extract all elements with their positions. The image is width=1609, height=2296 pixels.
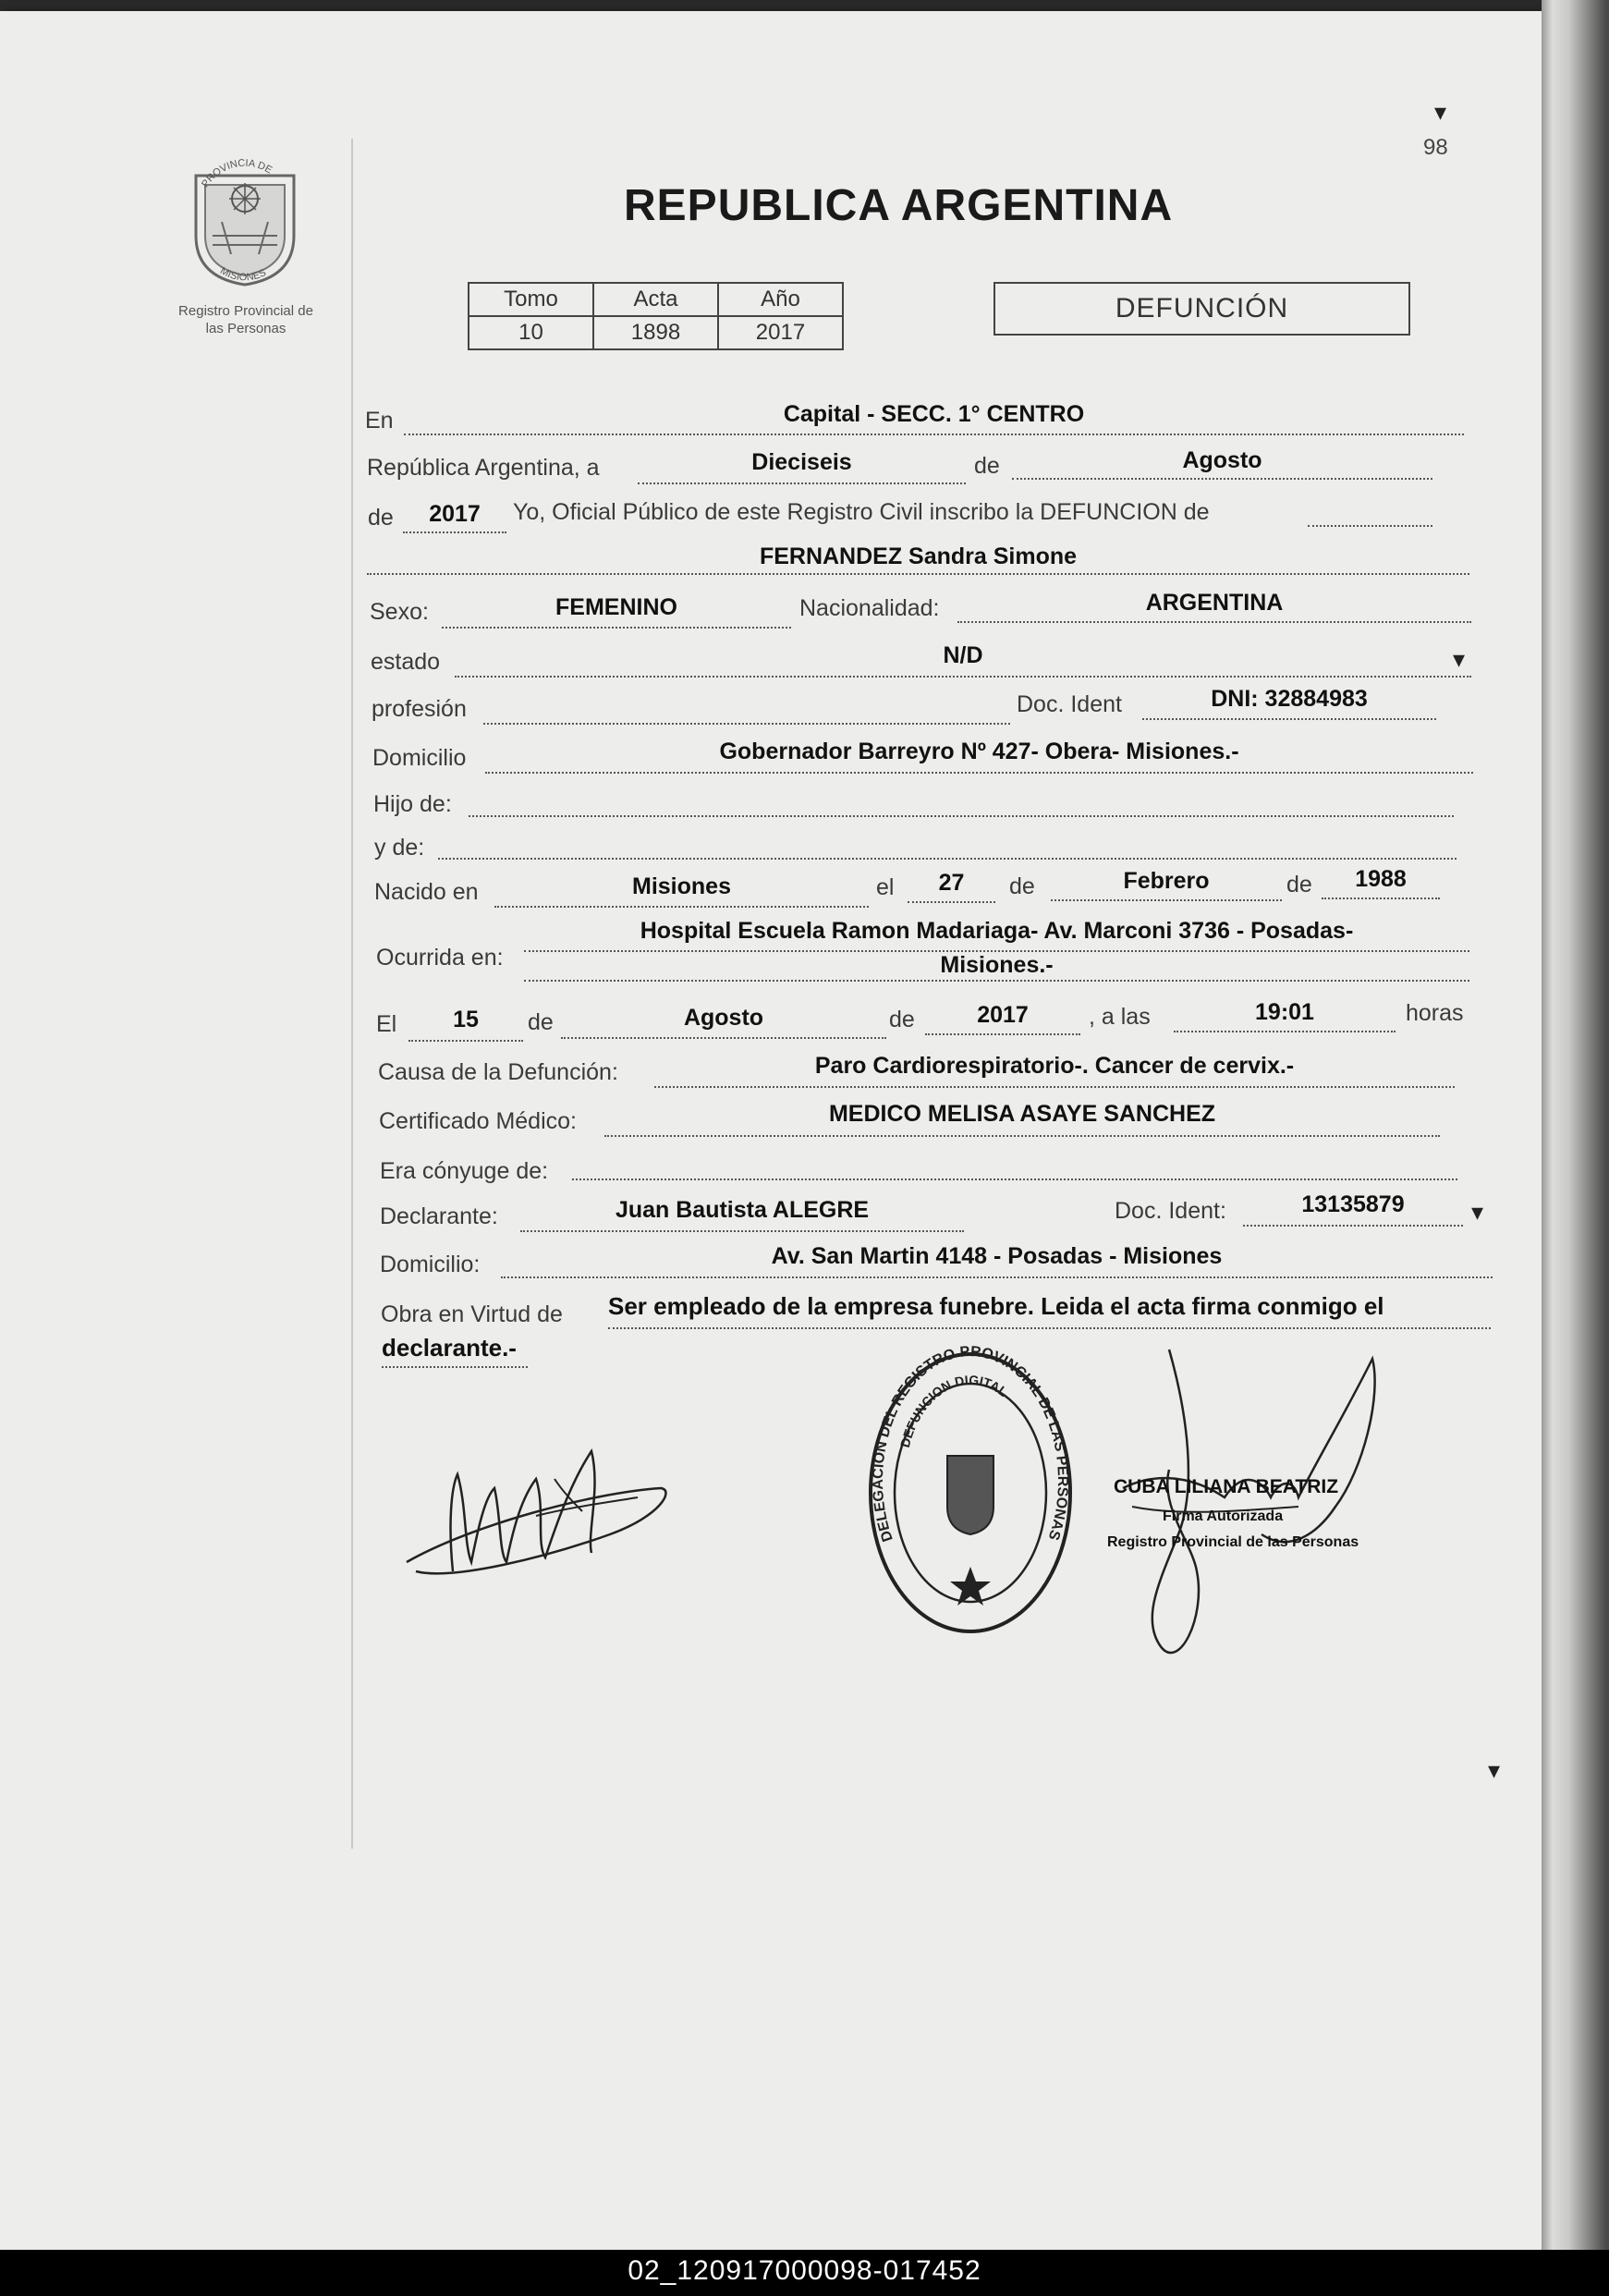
civil-status-value: N/D: [943, 642, 983, 668]
dotted-line: [1051, 899, 1282, 901]
label-de: de: [889, 1007, 915, 1032]
page-number: 98: [1423, 135, 1448, 160]
dotted-line: [524, 980, 1469, 982]
svg-text:DELEGACION DEL REGISTRO PROVIN: DELEGACION DEL REGISTRO PROVINCIAL DE LAS PERSONAS: [870, 1345, 1071, 1544]
label-de-year: de: [368, 505, 394, 531]
acta-header: Acta: [593, 283, 718, 316]
dotted-line: [908, 901, 995, 903]
dotted-line: [382, 1366, 528, 1368]
birth-year-value: 1988: [1355, 866, 1407, 892]
dotted-line: [561, 1037, 886, 1039]
margin-line: [351, 139, 353, 1849]
dotted-line: [572, 1179, 1457, 1180]
place-value: Capital - SECC. 1° CENTRO: [783, 401, 1085, 427]
label-declarante: Declarante:: [380, 1203, 498, 1229]
label-en: En: [365, 408, 394, 434]
label-causa: Causa de la Defunción:: [378, 1059, 618, 1085]
reason-line2: declarante.-: [382, 1334, 517, 1362]
label-a-las: , a las: [1089, 1004, 1151, 1030]
label-conyuge: Era cónyuge de:: [380, 1158, 549, 1184]
label-inscribo: Yo, Oficial Público de este Registro Civil inscribo la DEFUNCION de: [513, 499, 1210, 525]
acta-value: 1898: [593, 316, 718, 349]
month-value: Agosto: [1182, 447, 1262, 473]
deceased-name-value: FERNANDEZ Sandra Simone: [759, 543, 1078, 569]
svg-text:MISIONES: MISIONES: [218, 265, 268, 284]
address-value: Gobernador Barreyro Nº 427- Obera- Misiones.-: [719, 739, 1239, 764]
label-doc-ident: Doc. Ident:: [1115, 1198, 1226, 1224]
dotted-line: [483, 723, 1010, 725]
label-sexo: Sexo:: [370, 599, 429, 625]
year-value: 2017: [429, 501, 481, 527]
label-el: El: [376, 1011, 397, 1037]
svg-text:DEFUNCION DIGITAL: DEFUNCION DIGITAL: [896, 1372, 1011, 1449]
dotted-line: [520, 1230, 964, 1232]
corner-tick-mark: ▾: [1434, 98, 1447, 126]
label-estado: estado: [371, 649, 441, 675]
reason-line1: Ser empleado de la empresa funebre. Leida el acta firma conmigo el: [608, 1292, 1384, 1320]
medical-certificate-value: MEDICO MELISA ASAYE SANCHEZ: [828, 1101, 1216, 1127]
place-of-death-line1: Hospital Escuela Ramon Madariaga- Av. Marconi 3736 - Posadas-: [640, 918, 1354, 944]
dotted-line: [501, 1276, 1493, 1278]
day-words-value: Dieciseis: [751, 449, 852, 475]
dotted-line: [367, 573, 1469, 575]
nationality-value: ARGENTINA: [1145, 590, 1284, 616]
dotted-line: [925, 1033, 1080, 1035]
tomo-header: Tomo: [469, 283, 593, 316]
tick-mark: ▾: [1488, 1756, 1501, 1784]
document-value: DNI: 32884983: [1211, 686, 1368, 712]
label-horas: horas: [1406, 1000, 1464, 1026]
dotted-line: [1243, 1225, 1463, 1227]
dotted-line: [1142, 718, 1436, 720]
birth-day-value: 27: [938, 870, 965, 896]
label-certificado: Certificado Médico:: [379, 1108, 577, 1134]
tick-mark: ▾: [1471, 1198, 1484, 1226]
dotted-line: [494, 906, 869, 908]
logo-caption: [139, 302, 353, 337]
svg-text:PROVINCIA DE: PROVINCIA DE: [200, 157, 274, 190]
dotted-line: [442, 627, 791, 629]
dotted-line: [654, 1086, 1455, 1088]
dotted-line: [455, 676, 1471, 678]
dotted-line: [1012, 478, 1432, 480]
tomo-value: 10: [469, 316, 593, 349]
declarant-address-value: Av. San Martin 4148 - Posadas - Misiones: [771, 1243, 1223, 1269]
dotted-line: [1308, 525, 1432, 527]
sex-value: FEMENINO: [555, 594, 677, 620]
dotted-line: [404, 434, 1464, 435]
dotted-line: [604, 1135, 1440, 1137]
official-name: CUBA LILIANA BEATRIZ: [1114, 1476, 1339, 1497]
anio-header: Año: [718, 283, 843, 316]
dotted-line: [469, 815, 1454, 817]
dotted-line: [438, 858, 1457, 860]
place-of-death-line2: Misiones.-: [940, 952, 1054, 978]
label-obra: Obra en Virtud de: [381, 1301, 563, 1327]
label-de: de: [1286, 872, 1312, 898]
label-domicilio: Domicilio: [372, 745, 467, 771]
official-stamp-icon: [859, 1345, 1081, 1641]
birthplace-value: Misiones: [632, 873, 731, 899]
label-hijo-de: Hijo de:: [373, 791, 452, 817]
label-profesion: profesión: [372, 696, 467, 722]
dotted-line: [608, 1327, 1491, 1329]
page-title: REPUBLICA ARGENTINA: [624, 181, 1174, 230]
logo-caption-line2: las Personas: [205, 321, 286, 336]
label-nacido-en: Nacido en: [374, 879, 479, 905]
label-de: de: [974, 453, 1000, 479]
label-y-de: y de:: [374, 835, 425, 861]
official-organization: Registro Provincial de las Personas: [1107, 1534, 1359, 1550]
label-doc-ident: Doc. Ident: [1017, 691, 1122, 717]
official-role: Firma Autorizada: [1163, 1508, 1284, 1524]
declarant-name-value: Juan Bautista ALEGRE: [615, 1197, 870, 1223]
dotted-line: [408, 1040, 523, 1042]
death-day-value: 15: [453, 1007, 479, 1032]
tick-mark: ▾: [1453, 645, 1466, 673]
label-ocurrida: Ocurrida en:: [376, 945, 504, 971]
label-nacionalidad: Nacionalidad:: [799, 595, 940, 621]
dotted-line: [485, 772, 1473, 774]
dotted-line: [638, 482, 966, 484]
provincial-seal-icon: [176, 148, 314, 287]
book-page-edge: [1542, 0, 1609, 2250]
act-type-box: DEFUNCIÓN: [993, 282, 1410, 336]
anio-value: 2017: [718, 316, 843, 349]
scan-file-code: 02_120917000098-017452: [628, 2255, 981, 2286]
logo-caption-line1: Registro Provincial de: [178, 303, 313, 319]
cause-of-death-value: Paro Cardiorespiratorio-. Cancer de cervix.-: [814, 1053, 1295, 1079]
death-time-value: 19:01: [1255, 999, 1314, 1025]
birth-month-value: Febrero: [1123, 868, 1210, 894]
dotted-line: [403, 531, 506, 533]
registry-table: [468, 282, 844, 350]
dotted-line: [1322, 898, 1440, 899]
label-de: de: [528, 1009, 554, 1035]
dotted-line: [957, 621, 1471, 623]
declarant-doc-value: 13135879: [1301, 1191, 1405, 1217]
label-el: el: [876, 874, 895, 900]
declarant-signature-icon: [397, 1423, 675, 1608]
death-month-value: Agosto: [683, 1005, 764, 1031]
death-year-value: 2017: [977, 1002, 1029, 1028]
label-republica: República Argentina, a: [367, 455, 600, 481]
dotted-line: [1174, 1031, 1396, 1032]
label-de: de: [1009, 873, 1035, 899]
label-domicilio: Domicilio:: [380, 1252, 481, 1277]
